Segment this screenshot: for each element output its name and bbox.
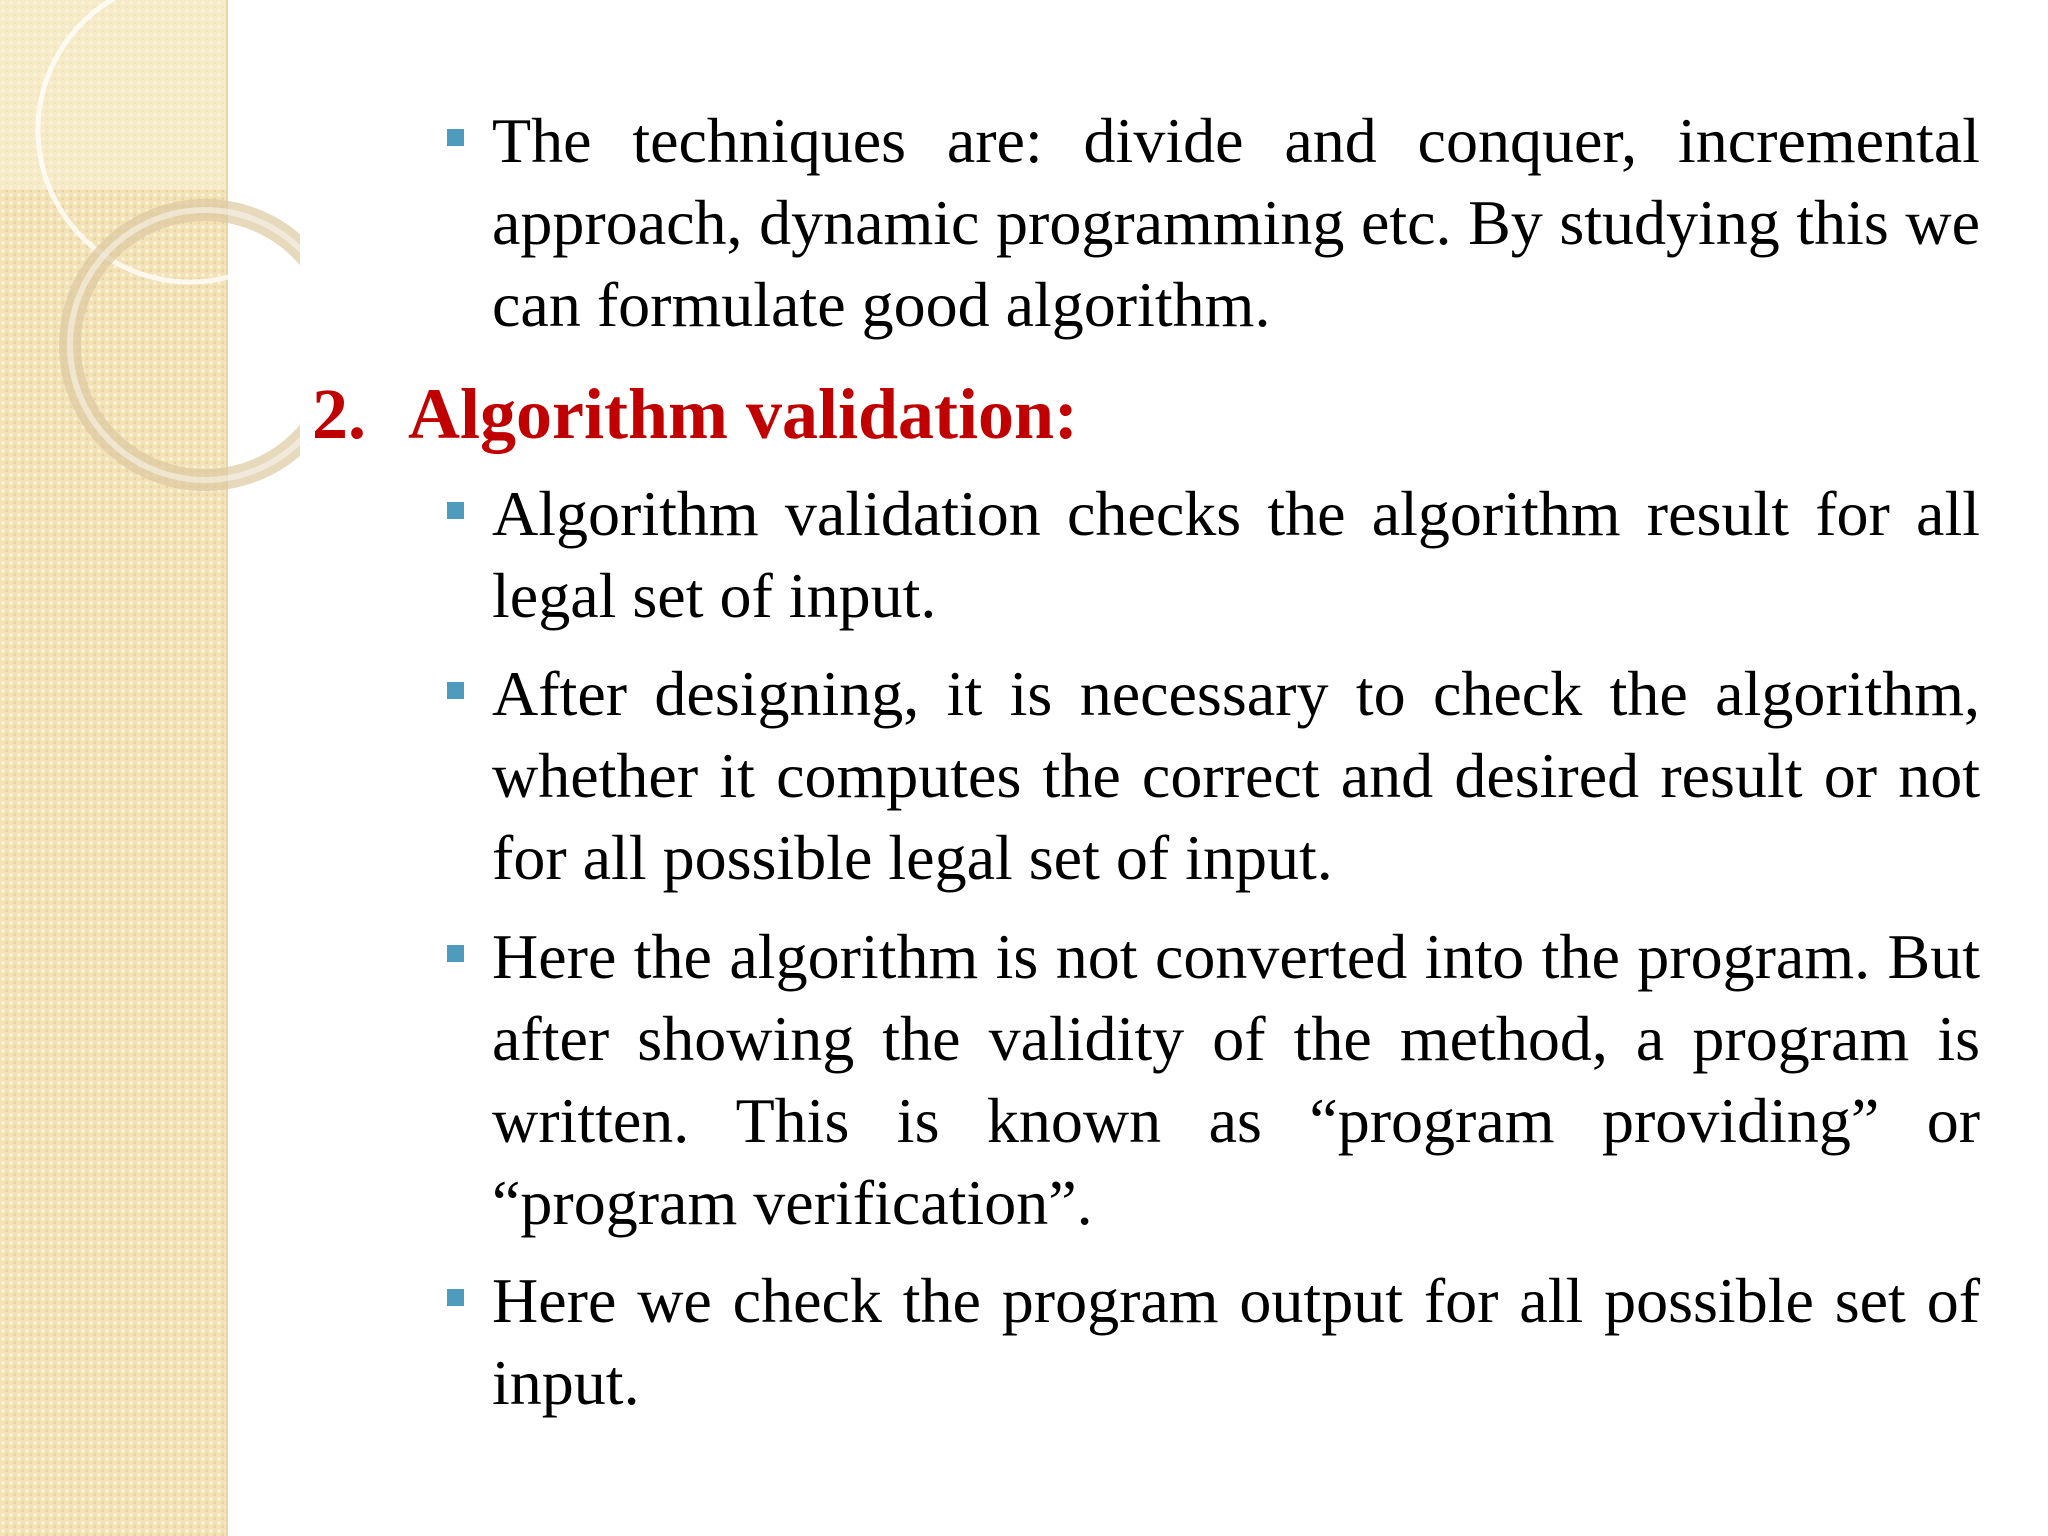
bullet-square-icon	[447, 502, 464, 519]
bullet-square-icon	[447, 682, 464, 699]
bullet-text-techniques: The techniques are: divide and conquer, incremental approach, dynamic programming etc. By studying this we can formulate good algorithm.	[492, 105, 1980, 340]
bullet-text-program-verification: Here the algorithm is not converted into the program. But after showing the validity of the method, a program is written. This is known as “program providing” or “program verification”.	[492, 921, 1980, 1238]
section-heading	[312, 370, 1078, 458]
bullet-text-program-output: Here we check the program output for all possible set of input.	[492, 1265, 1980, 1418]
bullet-square-icon	[447, 129, 464, 146]
bullet-text-after-designing: After designing, it is necessary to check the algorithm, whether it computes the correct and desired result or not for all possible legal set of input.	[492, 658, 1980, 893]
bullet-square-icon	[447, 945, 464, 962]
bullet-text-validation-checks: Algorithm validation checks the algorithm result for all legal set of input.	[492, 478, 1980, 631]
bullet-square-icon	[447, 1289, 464, 1306]
section-number: 2.	[312, 374, 366, 454]
section-title: Algorithm validation:	[408, 374, 1079, 454]
